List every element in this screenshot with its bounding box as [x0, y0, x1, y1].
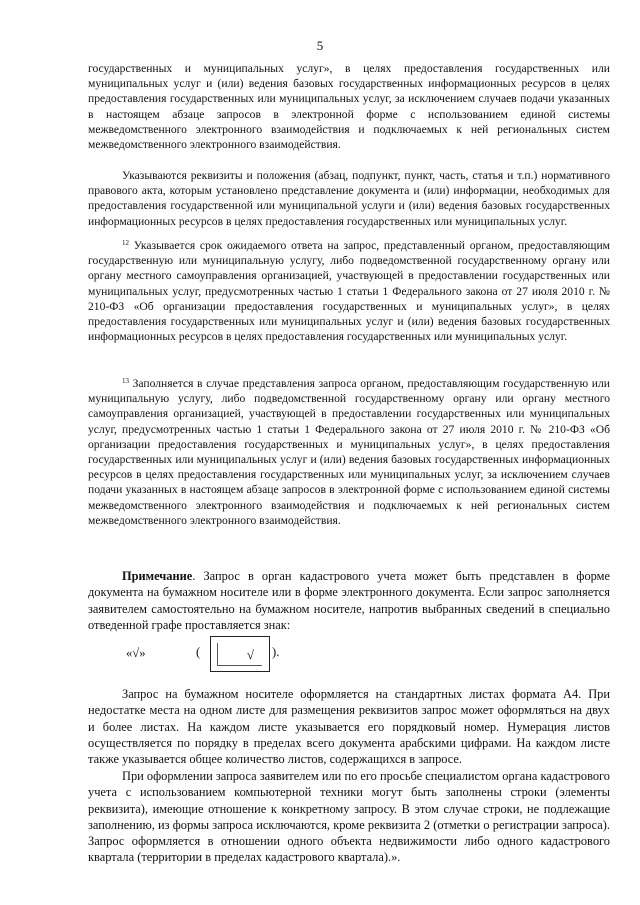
footnote-13	[88, 376, 610, 528]
note-paragraph	[88, 568, 610, 633]
checkmark-sign-text: «√»	[126, 646, 146, 660]
paragraph-a4	[88, 686, 610, 767]
open-paren: (	[196, 645, 201, 659]
note-body: . Запрос в орган кадастрового учета может быть представлен в форме документа на бумажном носителе или в форме электронного документа. Если запрос заполняется заявителем самостоятельно на бумажном носителе, напротив выбранных сведений в специально отведенной графе проставляется знак:	[88, 569, 610, 632]
footnote-text	[88, 238, 610, 344]
paragraph-requisites	[88, 168, 610, 229]
footnote-12	[88, 238, 610, 344]
paragraph-text: Указываются реквизиты и положения (абзац, подпункт, пункт, часть, статья и т.п.) нормативного правового акта, которым установлено представление документа и (или) информации, необходимых для предоставления государственной или муниципальной услуги и (или) ведения базовых государственных информационных ресурсов в целях предоставления государственных или муниципальных услуг.	[88, 169, 610, 228]
paragraph-text: При оформлении запроса заявителем или по его просьбе специалистом органа кадастрового учета с использованием компьютерной техники могут быть заполнены строки (элементы реквизита), имеющие отношение к конкретному запросу. В этом случае строки, не подлежащие заполнению, из формы запроса исключаются, кроме реквизита 2 (отметки о регистрации запроса). Запрос оформляется в отношении одного объекта недвижимости либо одного кадастрового квартала (территории в пределах кадастрового квартала).».	[88, 769, 610, 865]
paragraph-text: государственных и муниципальных услуг», в целях предоставления государственных или муниципальных услуг и (или) ведения базовых государственных информационных ресурсов в целях предоставления государственных или муниципальных услуг, за исключением случаев подачи указанных в настоящем абзаце запросов в электронной форме с использованием единой системы межведомственного электронного взаимодействия и подключаемых к ней региональных систем межведомственного электронного взаимодействия.	[88, 62, 610, 152]
close-paren: ).	[272, 645, 280, 659]
checkmark-cell	[217, 643, 262, 666]
footnote-body: Заполняется в случае представления запроса органом, предоставляющим государственную или муниципальную услугу, либо подведомственной государственному органу или органу местного самоуправления организацией, участвующей в предоставлении государственных или муниципальных услуг, предусмотренных частью 1 статьи 1 Федерального закона от 27 июля 2010 г. № 210-ФЗ «Об организации предоставления государственных и муниципальных услуг», в целях предоставления государственных или муниципальных услуг и (или) ведения базовых государственных информационных ресурсов в целях предоставления государственных или муниципальных услуг, за исключением случаев подачи указанных в настоящем абзаце запросов в электронной форме с использованием единой системы межведомственного электронного взаимодействия и подключаемых к ней региональных систем межведомственного электронного взаимодействия.	[88, 377, 610, 527]
note-text	[88, 568, 610, 633]
paragraph-continuation	[88, 61, 610, 152]
checkmark-sample	[126, 636, 426, 676]
checkmark-icon: √	[246, 647, 254, 662]
paragraph-text: Запрос на бумажном носителе оформляется на стандартных листах формата А4. При недостатке места на одном листе для размещения реквизитов запрос может оформляться на двух и более листах. На каждом листе указывается его порядковый номер. Нумерация листов осуществляется по порядку в пределах всего документа арабскими цифрами. На каждом листе также указывается общее количество листов, содержащихся в запросе.	[88, 687, 610, 767]
footnote-text	[88, 376, 610, 528]
checkmark-box	[210, 636, 270, 672]
footnote-number: 13	[122, 377, 129, 385]
footnote-body: Указывается срок ожидаемого ответа на запрос, представленный органом, предоставляющим государственную или муниципальную услугу, либо подведомственной государственному органу или органу местного самоуправления организацией, участвующей в предоставлении государственных или муниципальных услуг, предусмотренных частью 1 статьи 1 Федерального закона от 27 июля 2010 г. № 210-ФЗ «Об организации предоставления государственных и муниципальных услуг», в целях предоставления государственных или муниципальных услуг и (или) ведения базовых государственных информационных ресурсов в целях предоставления государственных или муниципальных услуг.	[88, 239, 610, 344]
footnote-number: 12	[122, 239, 129, 247]
paragraph-computer	[88, 768, 610, 866]
page-number: 5	[316, 38, 324, 53]
note-label: Примечание	[122, 569, 193, 583]
